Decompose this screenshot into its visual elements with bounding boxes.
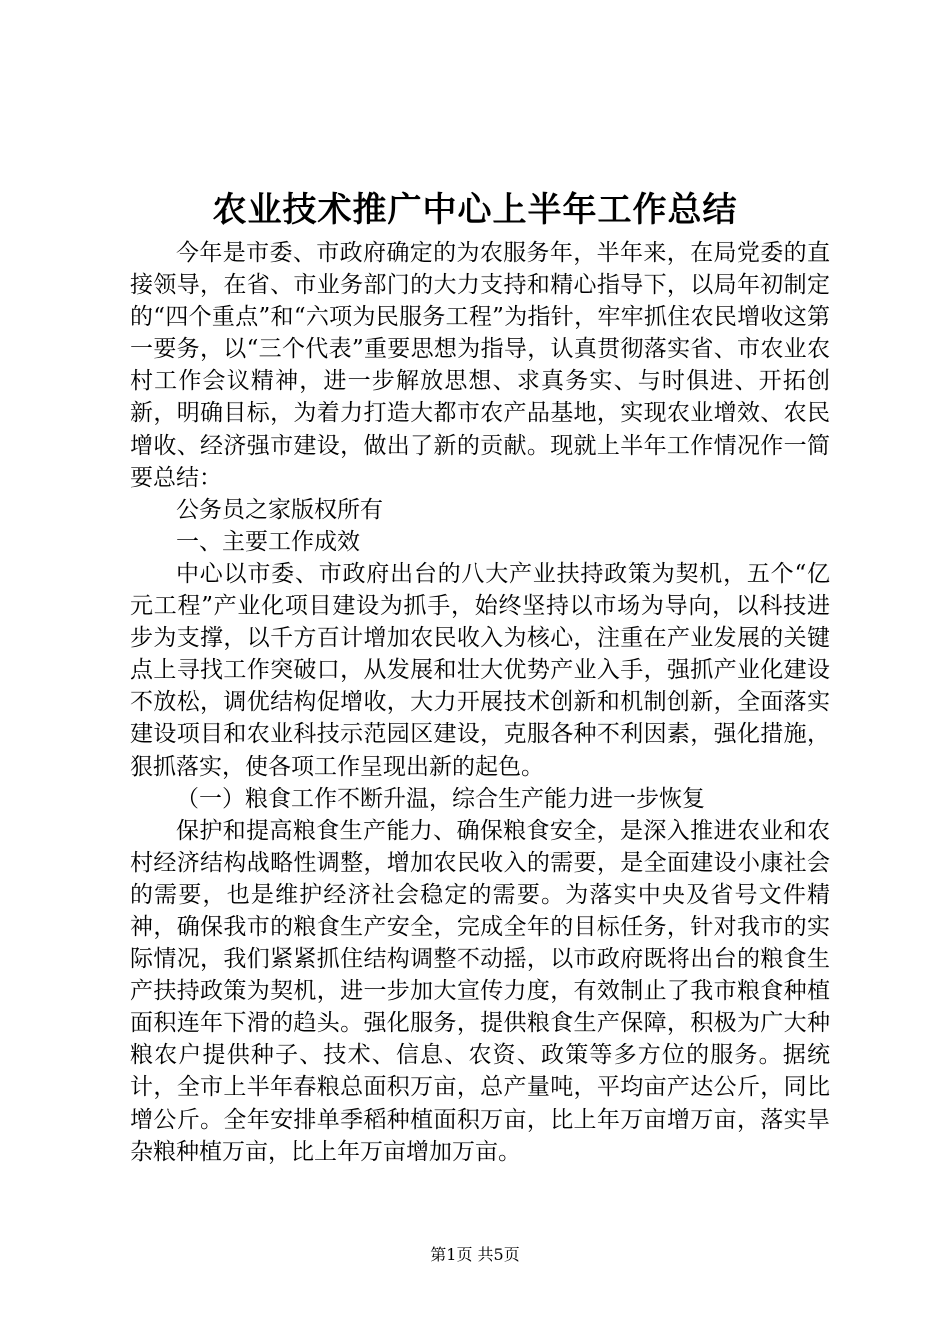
document-title: 农业技术推广中心上半年工作总结 <box>212 190 738 230</box>
paragraph-copyright-note: 公务员之家版权所有 <box>176 496 383 523</box>
page-number-footer: 第1页 共5页 <box>430 1245 520 1264</box>
paragraph-grain: 保护和提高粮食生产能力、确保粮食安全，是深入推进农业和农村经济结构战略性调整，增加农民收入的需要，是全面建设小康社会的需要，也是维护经济社会稳定的需要。为落实中央及省号文件精神，确保我市的粮食生产安全，完成全年的目标任务，针对我市的实际情况，我们紧紧抓住结构调整不动摇，以市政府既将出台的粮食生产扶持政策为契机，进一步加大宣传力度，有效制止了我市粮食种植面积连年下滑的趋头。强化服务，提供粮食生产保障，积极为广大种粮农户提供种子、技术、信息、农资、政策等多方位的服务。据统计，全市上半年春粮总面积万亩，总产量吨，平均亩产达公斤，同比增公斤。全年安排单季稻种植面积万亩，比上年万亩增万亩，落实旱杂粮种植万亩，比上年万亩增加万亩。 <box>130 817 830 1165</box>
subsection-heading-grain: （一）粮食工作不断升温，综合生产能力进一步恢复 <box>176 785 705 812</box>
paragraph-achievements: 中心以市委、市政府出台的八大产业扶持政策为契机，五个“亿元工程”产业化项目建设为抓手，始终坚持以市场为导向，以科技进步为支撑，以千方百计增加农民收入为核心，注重在产业发展的关键点上寻找工作突破口，从发展和壮大优势产业入手，强抓产业化建设不放松，调优结构促增收，大力开展技术创新和机制创新，全面落实建设项目和农业科技示范园区建设，克服各种不利因素，强化措施，狠抓落实，使各项工作呈现出新的起色。 <box>130 560 830 780</box>
paragraph-intro: 今年是市委、市政府确定的为农服务年，半年来，在局党委的直接领导，在省、市业务部门的大力支持和精心指导下，以局年初制定的“四个重点”和“六项为民服务工程”为指针，牢牢抓住农民增收这第一要务，以“三个代表”重要思想为指导，认真贯彻落实省、市农业农村工作会议精神，进一步解放思想、求真务实、与时俱进、开拓创新，明确目标，为着力打造大都市农产品基地，实现农业增效、农民增收、经济强市建设，做出了新的贡献。现就上半年工作情况作一简要总结： <box>130 240 830 491</box>
document-body <box>130 237 830 1168</box>
section-heading-main-achievements: 一、主要工作成效 <box>176 528 360 555</box>
